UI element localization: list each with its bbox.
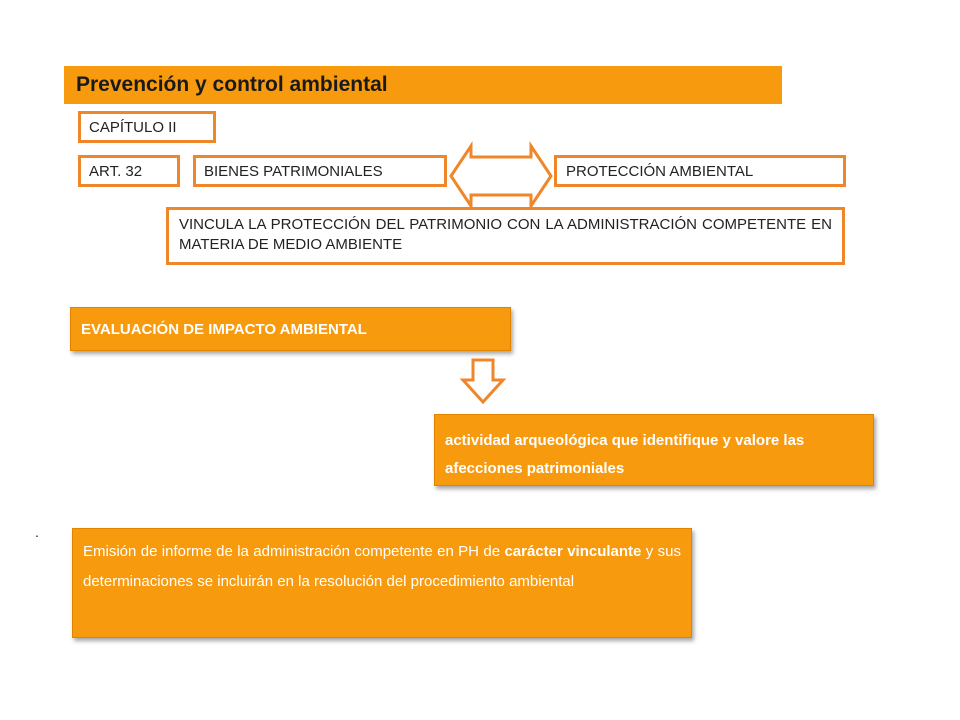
emission-text-part2: y sus determinaciones se incluirán en la resolución del procedimiento ambiental (83, 543, 681, 590)
heritage-assets-box: BIENES PATRIMONIALES (193, 155, 447, 187)
emission-text-part1: Emisión de informe de la administración competente en PH de (83, 543, 505, 560)
environmental-protection-box: PROTECCIÓN AMBIENTAL (554, 155, 846, 187)
environmental-impact-assessment-box: EVALUACIÓN DE IMPACTO AMBIENTAL (70, 307, 511, 351)
link-statement-box: VINCULA LA PROTECCIÓN DEL PATRIMONIO CON LA ADMINISTRACIÓN COMPETENTE EN MATERIA DE MEDIO AMBIENTE (166, 207, 845, 265)
bullet-dot: . (35, 524, 39, 540)
article-box: ART. 32 (78, 155, 180, 187)
emission-text-bold: carácter vinculante (504, 543, 642, 560)
report-emission-box (72, 528, 692, 638)
archaeological-activity-box: actividad arqueológica que identifique y valore las afecciones patrimoniales (434, 414, 874, 486)
down-arrow-icon (461, 358, 505, 404)
page-title: Prevención y control ambiental (64, 66, 782, 104)
chapter-box: CAPÍTULO II (78, 111, 216, 143)
left-right-arrow-icon (449, 143, 553, 209)
